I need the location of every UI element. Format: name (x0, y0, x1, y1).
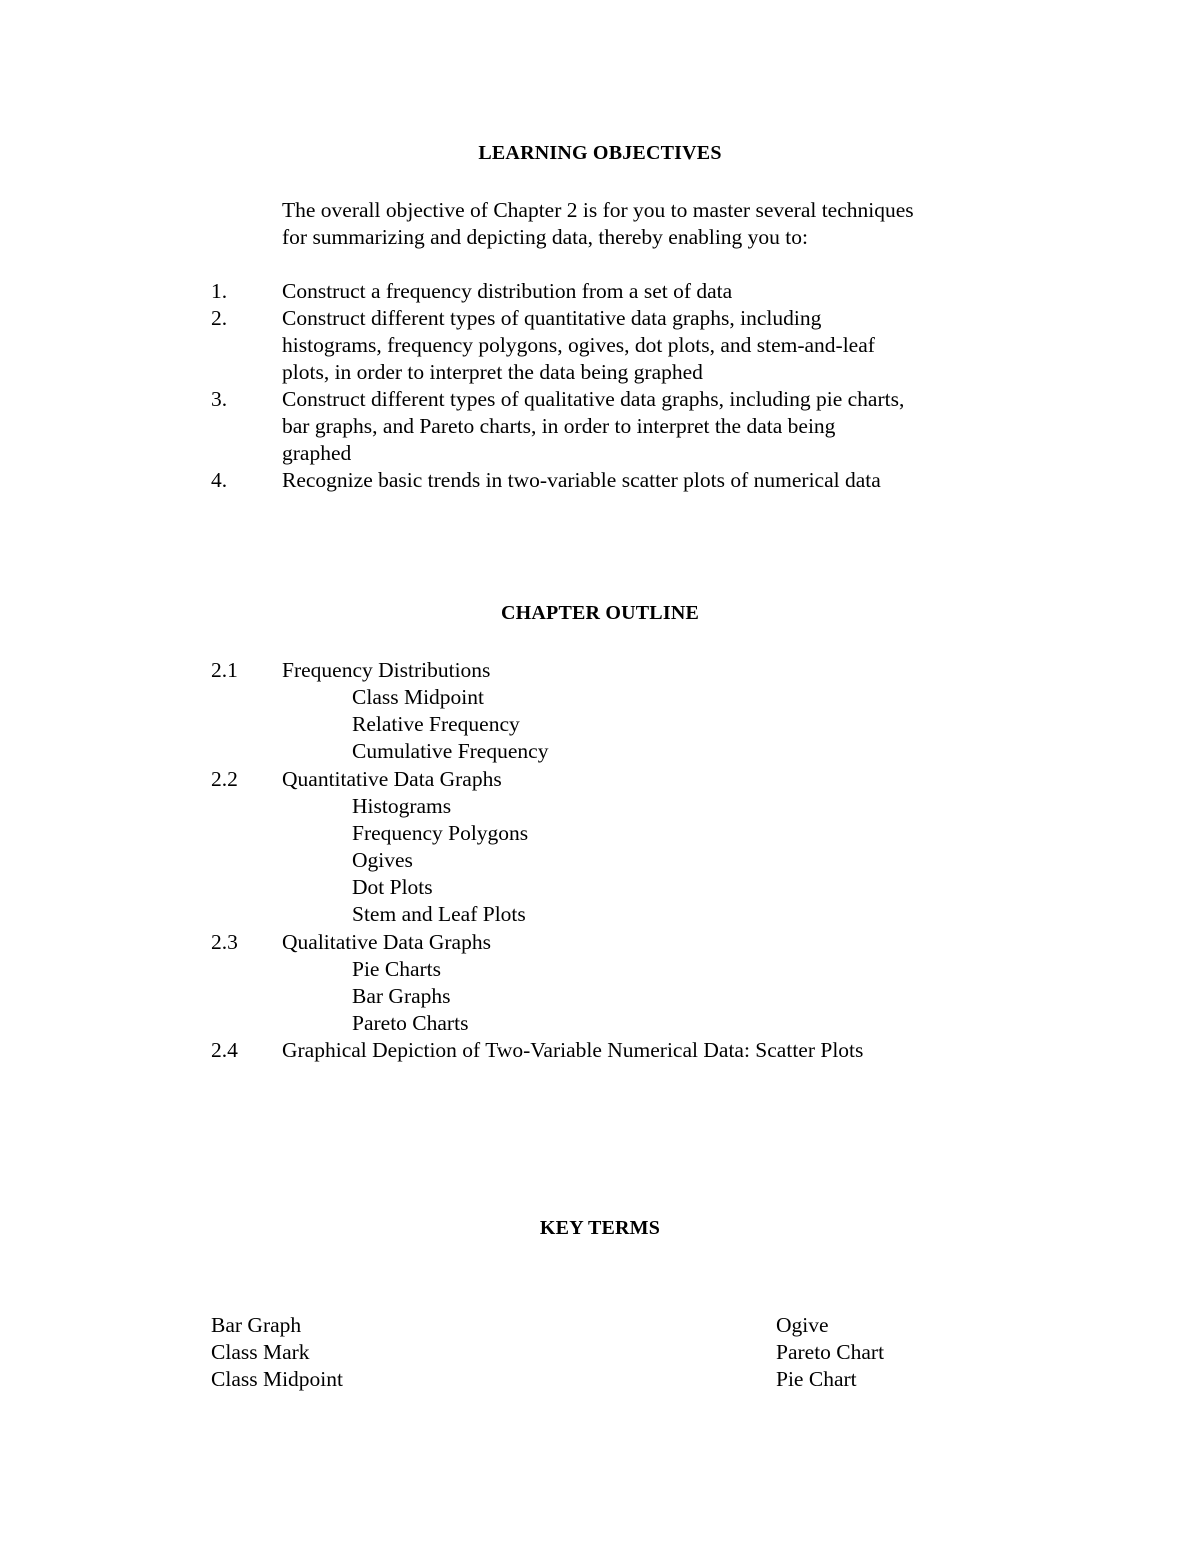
section-number: 2.2 (211, 766, 238, 791)
subtopic-item: Relative Frequency (352, 712, 520, 737)
objective-number: 1. (211, 279, 228, 303)
key-terms-heading: KEY TERMS (539, 1217, 661, 1239)
section-number: 2.3 (211, 929, 238, 954)
subtopic-item: Stem and Leaf Plots (352, 902, 526, 927)
key-term: Bar Graph (211, 1313, 302, 1337)
objective-item (211, 359, 904, 386)
key-term: Pareto Chart (776, 1340, 885, 1364)
outline-section-row (211, 929, 863, 956)
objective-item (211, 332, 904, 359)
key-term: Class Midpoint (211, 1367, 344, 1391)
section-number: 2.1 (211, 658, 238, 682)
objective-text: Recognize basic trends in two-variable scatter plots of numerical data (282, 468, 881, 492)
objective-text: Construct different types of quantitative data graphs, including (282, 306, 822, 330)
key-term: Ogive (776, 1313, 829, 1337)
subtopic-item: Bar Graphs (352, 983, 451, 1008)
outline-section-row (211, 657, 863, 684)
outline-list (211, 657, 863, 1064)
subtopic-item: Frequency Polygons (352, 820, 529, 845)
outline-section (211, 1037, 863, 1064)
section-title: Qualitative Data Graphs (282, 929, 491, 954)
subtopic-item: Class Midpoint (352, 685, 485, 709)
section-number: 2.4 (211, 1038, 238, 1063)
key-terms-left-column (211, 1312, 343, 1393)
subtopic-item: Cumulative Frequency (352, 739, 549, 764)
section-title: Quantitative Data Graphs (282, 766, 502, 791)
objective-item (211, 278, 904, 305)
objective-number (211, 332, 282, 359)
key-terms-right-column (776, 1312, 884, 1393)
objective-item (211, 413, 904, 440)
objective-text: bar graphs, and Pareto charts, in order to interpret the data being (282, 414, 836, 438)
outline-section (211, 657, 863, 766)
outline-section-row (211, 1037, 863, 1064)
objectives-intro (282, 197, 914, 251)
subtopic-item: Pareto Charts (352, 1011, 469, 1036)
subtopic-item: Ogives (352, 848, 413, 873)
key-term: Pie Chart (776, 1367, 857, 1391)
objective-number: 4. (211, 468, 228, 492)
objective-text: plots, in order to interpret the data being graphed (282, 360, 703, 384)
subtopic-item: Pie Charts (352, 956, 441, 981)
section-title: Graphical Depiction of Two-Variable Numerical Data: Scatter Plots (282, 1038, 864, 1063)
objective-number (211, 440, 282, 467)
subtopic-item: Histograms (352, 793, 452, 818)
outline-section (211, 766, 863, 929)
objective-number (211, 359, 282, 386)
objective-item (211, 467, 904, 494)
intro-line: for summarizing and depicting data, thereby enabling you to: (282, 225, 809, 249)
objective-text: histograms, frequency polygons, ogives, dot plots, and stem-and-leaf (282, 333, 875, 357)
objective-text: graphed (282, 441, 352, 465)
objective-number (211, 413, 282, 440)
objective-item (211, 305, 904, 332)
outline-section (211, 929, 863, 1038)
chapter-outline-heading: CHAPTER OUTLINE (500, 602, 700, 624)
subtopic-list (211, 956, 863, 1038)
subtopic-list (211, 793, 863, 929)
section-title: Frequency Distributions (282, 658, 491, 682)
objective-item (211, 386, 904, 413)
objective-number: 3. (211, 387, 228, 411)
objective-text: Construct a frequency distribution from a set of data (282, 279, 733, 303)
objectives-list (211, 278, 904, 494)
objective-text: Construct different types of qualitative data graphs, including pie charts, (282, 387, 905, 411)
subtopic-item: Dot Plots (352, 875, 433, 900)
subtopic-list (211, 684, 863, 766)
outline-section-row (211, 766, 863, 793)
intro-line: The overall objective of Chapter 2 is for you to master several techniques (282, 198, 914, 222)
key-term: Class Mark (211, 1340, 310, 1364)
objective-number: 2. (211, 306, 228, 330)
learning-objectives-heading: LEARNING OBJECTIVES (478, 142, 722, 164)
objective-item (211, 440, 904, 467)
